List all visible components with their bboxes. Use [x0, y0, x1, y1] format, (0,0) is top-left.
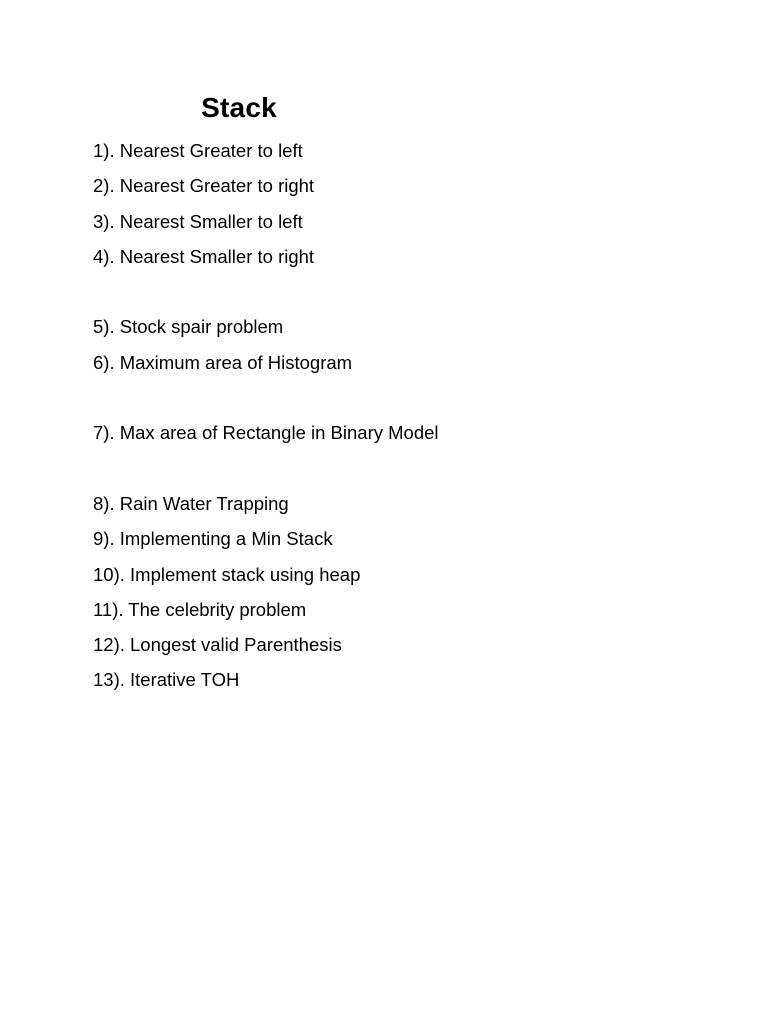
list-item: 12). Longest valid Parenthesis: [93, 634, 342, 656]
list-item: 1). Nearest Greater to left: [93, 140, 303, 161]
list-item: 13). Iterative TOH: [93, 669, 240, 691]
list-item: 10). Implement stack using heap: [93, 563, 361, 585]
list-item: 5). Stock spair problem: [93, 316, 284, 338]
blank-line: [93, 451, 693, 486]
blank-line: [93, 274, 693, 309]
list-item: 2). Nearest Greater to right: [93, 175, 315, 197]
list-item: 4). Nearest Smaller to right: [93, 245, 315, 267]
page-title: Stack: [201, 92, 277, 123]
list-item: 7). Max area of Rectangle in Binary Model: [93, 422, 439, 444]
list-item: 3). Nearest Smaller to left: [93, 210, 303, 232]
list-item: 9). Implementing a Min Stack: [93, 528, 333, 550]
problem-list: [93, 133, 693, 698]
blank-line: [93, 380, 693, 415]
list-item: 6). Maximum area of Histogram: [93, 351, 353, 373]
list-item: 8). Rain Water Trapping: [93, 492, 289, 514]
list-item: 11). The celebrity problem: [93, 598, 307, 620]
